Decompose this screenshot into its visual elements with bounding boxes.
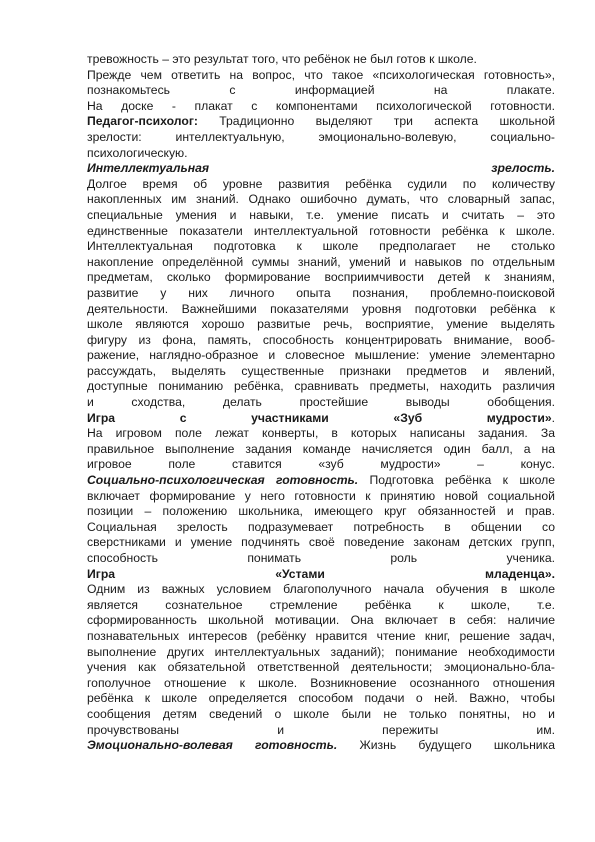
body-text: развитие у них личного опыта познания, проблемно-поисковой: [87, 285, 555, 300]
emphasis-text: Интеллектуальная зрелость.: [87, 161, 555, 176]
text-line: [87, 629, 555, 645]
body-text: единственные показатели интеллектуальной готовности ребёнка к школе.: [87, 223, 555, 238]
text-line: [87, 567, 555, 583]
body-text: сообщения детям сведений о школе были не только понятны, но и: [87, 706, 555, 721]
body-text: накопление определённой суммы знаний, умений и навыков по отдельным: [87, 254, 555, 269]
body-text: предметам, сколько формирование восприимчивости детей к знаниям,: [87, 270, 555, 285]
body-text: На доске - плакат с компонентами психологической готовности.: [87, 98, 555, 113]
text-line: [87, 582, 555, 598]
emphasis-text: Эмоционально-волевая готовность.: [87, 738, 338, 753]
body-text: познакомьтесь с информацией на плакате.: [87, 83, 555, 98]
text-line: [87, 379, 555, 395]
text-line: [87, 707, 555, 723]
body-text: психологическую.: [87, 145, 188, 160]
emphasis-text: Педагог-психолог:: [87, 114, 198, 129]
emphasis-text: Игра с участниками «Зуб мудрости»: [87, 410, 552, 425]
emphasis-text: Социально-психологическая готовность.: [87, 473, 359, 488]
text-line: [87, 146, 555, 162]
body-text: рассуждать, выделять существенные признаки предметов и явлений,: [87, 363, 555, 378]
body-text: является сознательное стремление ребёнка к школе, т.е.: [87, 597, 555, 612]
text-line: [87, 676, 555, 692]
text-line: [87, 535, 555, 551]
body-text: учения как обязательной ответственной деятельности; эмоционально-бла-: [87, 660, 555, 675]
text-line: [87, 364, 555, 380]
text-line: [87, 192, 555, 208]
body-text: и сходства, делать простейшие выводы обобщения.: [87, 395, 555, 410]
body-text: Долгое время об уровне развития ребёнка судили по количеству: [87, 176, 555, 191]
text-line: [87, 208, 555, 224]
body-text: Прежде чем ответить на вопрос, что такое «психологическая готовность»,: [87, 67, 555, 82]
body-text: ребёнка к школе определяется способом подачи о ней. Важно, чтобы: [87, 691, 555, 706]
document-body: [87, 52, 555, 754]
text-line: [87, 442, 555, 458]
text-line: [87, 411, 555, 427]
body-text: познавательных интересов (ребёнку нравится чтение книг, решение задач,: [87, 628, 555, 643]
body-text: игровое поле ставится «зуб мудрости» – конус.: [87, 457, 555, 472]
text-line: [87, 691, 555, 707]
body-text: школе являются хорошо развитые речь, восприятие, умение выделять: [87, 317, 555, 332]
text-line: [87, 395, 555, 411]
body-text: фигуру из фона, память, способность концентрировать внимание, вооб-: [87, 332, 555, 347]
body-text: сверстниками и умение подчинять своё поведение законам детских групп,: [87, 535, 555, 550]
text-line: [87, 333, 555, 349]
body-text: накопленных им знаний. Однако ошибочно думать, что словарный запас,: [87, 192, 555, 207]
body-text: На игровом поле лежат конверты, в которых написаны задания. За: [87, 426, 555, 441]
text-line: [87, 161, 555, 177]
text-line: [87, 613, 555, 629]
text-line: [87, 270, 555, 286]
body-text: Интеллектуальная подготовка к школе предполагает не столько: [87, 239, 555, 254]
body-text: Подготовка ребёнка к школе: [358, 473, 555, 488]
emphasis-text: Игра «Устами младенца».: [87, 566, 555, 581]
body-text: зрелости: интеллектуальную, эмоционально-волевую, социально-: [87, 129, 555, 144]
text-line: [87, 52, 555, 68]
text-line: [87, 551, 555, 567]
text-line: [87, 114, 555, 130]
body-text: деятельности. Важнейшими показателями уровня подготовки ребёнка к: [87, 301, 555, 316]
body-text: тревожность – это результат того, что ребёнок не был готов к школе.: [87, 52, 477, 66]
body-text: гополучное отношение к школе. Возникновение осознанного отношения: [87, 675, 555, 690]
text-line: [87, 504, 555, 520]
text-line: [87, 130, 555, 146]
body-text: ражение, наглядно-образное и словесное мышление: умение элементарно: [87, 348, 555, 363]
text-line: [87, 302, 555, 318]
body-text: прочувствованы и пережиты им.: [87, 722, 555, 737]
text-line: [87, 473, 555, 489]
text-line: [87, 598, 555, 614]
text-line: [87, 426, 555, 442]
text-line: [87, 177, 555, 193]
text-line: [87, 348, 555, 364]
body-text: позиции – положению школьника, имеющего круг обязанностей и прав.: [87, 504, 555, 519]
body-text: включает формирование у него готовности к принятию новой социальной: [87, 488, 555, 503]
text-line: [87, 99, 555, 115]
body-text: выполнение других интеллектуальных заданий); понимание необходимости: [87, 644, 555, 659]
body-text: .: [551, 410, 555, 425]
text-line: [87, 239, 555, 255]
text-line: [87, 489, 555, 505]
text-line: [87, 660, 555, 676]
body-text: Традиционно выделяют три аспекта школьной: [197, 114, 555, 129]
body-text: Одним из важных условием благополучного начала обучения в школе: [87, 582, 555, 597]
body-text: доступные пониманию ребёнка, сравнивать предметы, находить различия: [87, 379, 555, 394]
text-line: [87, 520, 555, 536]
text-line: [87, 645, 555, 661]
body-text: Социальная зрелость подразумевает потребность в общении со: [87, 519, 555, 534]
text-line: [87, 723, 555, 739]
text-line: [87, 738, 555, 754]
body-text: способность понимать роль ученика.: [87, 551, 555, 565]
text-line: [87, 255, 555, 271]
body-text: Жизнь будущего школьника: [337, 738, 555, 753]
body-text: сформированность школьной мотивации. Она включает в себя: наличие: [87, 613, 555, 628]
text-line: [87, 83, 555, 99]
text-line: [87, 317, 555, 333]
text-line: [87, 286, 555, 302]
text-line: [87, 457, 555, 473]
text-line: [87, 224, 555, 240]
body-text: специальные умения и навыки, т.е. умение писать и считать – это: [87, 207, 555, 222]
body-text: правильное выполнение задания команде начисляется один балл, а на: [87, 441, 555, 456]
text-line: [87, 68, 555, 84]
